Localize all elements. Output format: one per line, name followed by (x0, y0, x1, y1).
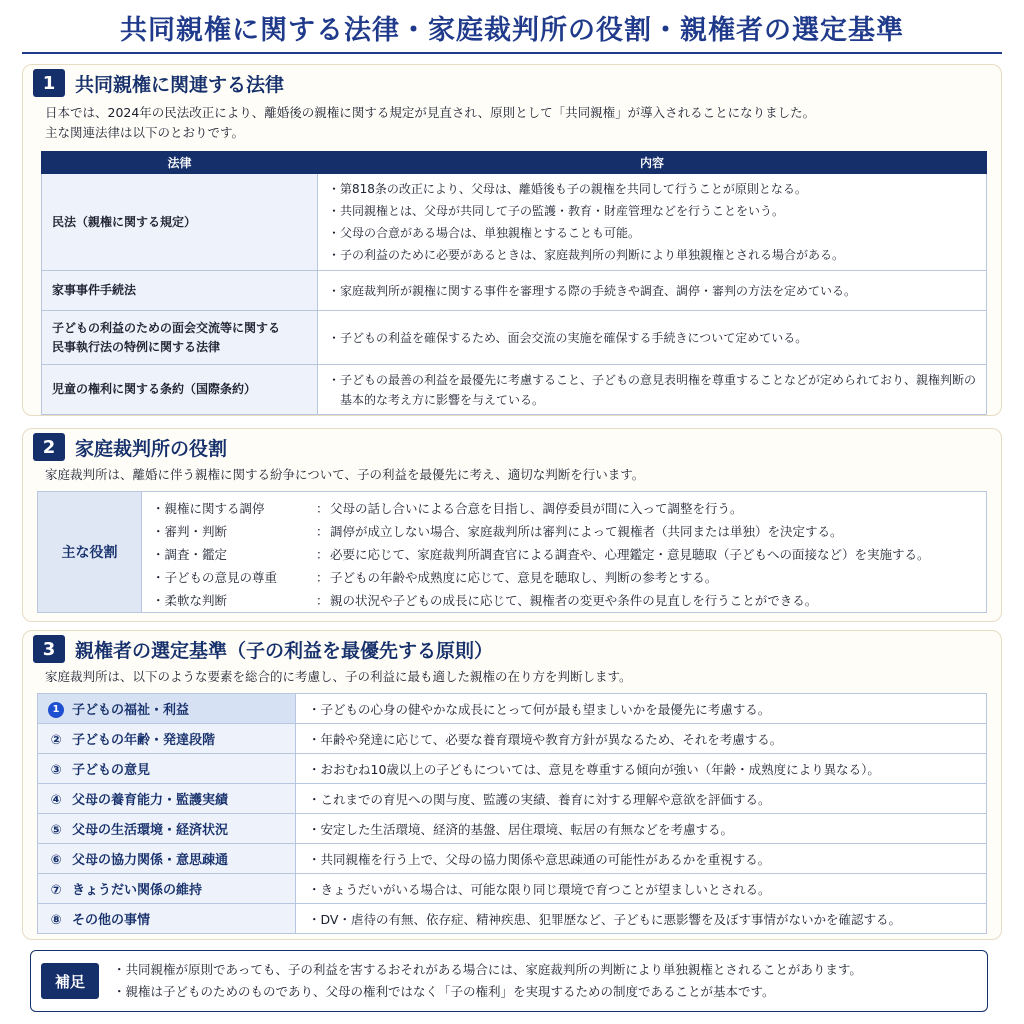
roles-list (142, 492, 930, 612)
role-name: ・子どもの意見の尊重 (152, 569, 278, 585)
role-name: ・柔軟な判断 (152, 592, 228, 608)
number-badge: ⑦ (50, 883, 62, 898)
content-item: ・共同親権とは、父母が共同して子の監護・教育・財産管理などを行うことをいう。 (328, 204, 785, 218)
list-item (152, 542, 930, 565)
criterion-name (38, 724, 296, 754)
content-item: ・子の利益のために必要があるときは、家庭裁判所の判断により単独親権とされる場合がある。 (328, 248, 845, 262)
role-desc: 必要に応じて、家庭裁判所調査官による調査や、心理鑑定・意見聴取（子どもへの面接など）を実施する。 (330, 546, 930, 562)
list-item (152, 565, 930, 588)
criterion-name (38, 754, 296, 784)
list-item (152, 519, 930, 542)
content-item: ・第818条の改正により、父母は、離婚後も子の親権を共同して行うことが原則となる。 (328, 182, 807, 196)
section-number: 2 (33, 433, 65, 461)
law-content (318, 311, 987, 365)
criterion-label: 父母の協力関係・意思疎通 (72, 853, 229, 868)
criterion-name (38, 844, 296, 874)
section-intro: 家庭裁判所は、離婚に伴う親権に関する紛争について、子の利益を最優先に考え、適切な判断を行います。 (45, 467, 645, 482)
content-item: ・子どもの利益を確保するため、面会交流の実施を確保する手続きについて定めている。 (328, 330, 808, 345)
role-separator: ： (316, 500, 329, 516)
criterion-label: 子どもの福祉・利益 (72, 702, 190, 718)
section-title: 共同親権に関連する法律 (75, 73, 285, 96)
criterion-label: 父母の生活環境・経済状況 (72, 823, 229, 838)
law-name: 民法（親権に関する規定） (42, 174, 318, 271)
criterion-desc: ・きょうだいがいる場合は、可能な限り同じ環境で育つことが望ましいとされる。 (296, 874, 987, 904)
number-badge: ⑤ (50, 823, 62, 838)
number-badge: ③ (50, 763, 62, 778)
number-badge: ⑥ (50, 853, 62, 868)
criterion-label: 子どもの意見 (72, 763, 151, 778)
table-row (38, 754, 987, 784)
table-row (42, 174, 987, 271)
content-item: ・子どもの最善の利益を最優先に考慮すること、子どもの意見表明権を尊重することなどが定められており、親権判断の基本的な考え方に影響を与えている。 (328, 372, 977, 407)
roles-box (37, 491, 987, 613)
column-header-law: 法律 (42, 152, 318, 174)
role-separator: ： (316, 569, 329, 585)
section-family-court-role (22, 428, 1002, 622)
law-content (318, 174, 987, 271)
role-desc: 父母の話し合いによる合意を目指し、調停委員が間に入って調整を行う。 (330, 500, 743, 516)
title-divider (22, 52, 1002, 54)
supplement-box (30, 950, 988, 1012)
number-badge: ④ (50, 793, 62, 808)
role-desc: 子どもの年齢や成熟度に応じて、意見を聴取し、判断の参考とする。 (330, 569, 718, 585)
roles-label: 主な役割 (38, 492, 142, 612)
supplement-lines (113, 959, 862, 1003)
section-title: 親権者の選定基準（子の利益を最優先する原則） (75, 639, 494, 662)
criterion-desc: ・年齢や発達に応じて、必要な養育環境や教育方針が異なるため、それを考慮する。 (296, 724, 987, 754)
role-name: ・審判・判断 (152, 523, 228, 539)
table-row (42, 311, 987, 365)
supplement-line: ・共同親権が原則であっても、子の利益を害するおそれがある場合には、家庭裁判所の判断により単独親権とされることがあります。 (113, 962, 862, 977)
table-row (42, 365, 987, 415)
table-row (38, 844, 987, 874)
number-badge: ② (50, 733, 62, 748)
section-title: 家庭裁判所の役割 (75, 437, 228, 460)
role-separator: ： (316, 592, 329, 608)
criterion-desc: ・共同親権を行う上で、父母の協力関係や意思疎通の可能性があるかを重視する。 (296, 844, 987, 874)
content-item: ・家庭裁判所が親権に関する事件を審理する際の手続きや調査、調停・審判の方法を定めている。 (328, 283, 857, 298)
section-header (33, 69, 284, 97)
number-badge: ⑧ (50, 913, 62, 928)
section-number: 3 (33, 635, 65, 663)
section-related-laws (22, 64, 1002, 416)
law-name-line: 子どもの利益のための面会交流等に関する (52, 320, 281, 335)
table-row (38, 874, 987, 904)
list-item (152, 588, 930, 611)
table-row (38, 724, 987, 754)
criterion-label: 子どもの年齢・発達段階 (72, 733, 216, 748)
section-intro (45, 103, 815, 143)
criterion-name (38, 814, 296, 844)
intro-line: 主な関連法律は以下のとおりです。 (45, 125, 245, 140)
table-row (42, 271, 987, 311)
law-name-line: 民事執行法の特例に関する法律 (52, 339, 221, 354)
criteria-table (37, 693, 987, 934)
list-item (152, 496, 930, 519)
law-content (318, 271, 987, 311)
criterion-label: きょうだい関係の維持 (72, 883, 203, 898)
role-separator: ： (316, 523, 329, 539)
criterion-label: その他の事情 (72, 913, 151, 928)
content-item: ・父母の合意がある場合は、単独親権とすることも可能。 (328, 226, 641, 240)
section-header (33, 433, 227, 461)
supplement-label: 補足 (41, 963, 99, 999)
section-intro: 家庭裁判所は、以下のような要素を総合的に考慮し、子の利益に最も適した親権の在り方を判断します。 (45, 669, 632, 684)
criterion-desc: ・DV・虐待の有無、依存症、精神疾患、犯罪歴など、子どもに悪影響を及ぼす事情がないかを確認する。 (296, 904, 987, 934)
role-separator: ： (316, 546, 329, 562)
section-header (33, 635, 493, 663)
law-table (41, 151, 987, 415)
criterion-label: 父母の養育能力・監護実績 (72, 793, 229, 808)
table-header-row (42, 152, 987, 174)
role-name: ・親権に関する調停 (152, 500, 265, 516)
intro-line: 日本では、2024年の民法改正により、離婚後の親権に関する規定が見直され、原則として「共同親権」が導入されることになりました。 (45, 105, 816, 120)
table-row (38, 814, 987, 844)
law-name: 家事事件手続法 (42, 271, 318, 311)
law-content (318, 365, 987, 415)
table-row (38, 904, 987, 934)
criterion-desc: ・これまでの育児への関与度、監護の実績、養育に対する理解や意欲を評価する。 (296, 784, 987, 814)
criterion-name (38, 874, 296, 904)
table-row (38, 694, 987, 724)
criterion-name (38, 904, 296, 934)
criterion-name (38, 784, 296, 814)
role-name: ・調査・鑑定 (152, 546, 228, 562)
page-title: 共同親権に関する法律・家庭裁判所の役割・親権者の選定基準 (120, 15, 904, 46)
section-custody-criteria (22, 630, 1002, 940)
table-row (38, 784, 987, 814)
criterion-desc: ・安定した生活環境、経済的基盤、居住環境、転居の有無などを考慮する。 (296, 814, 987, 844)
criterion-desc: ・おおむね10歳以上の子どもについては、意見を尊重する傾向が強い（年齢・成熟度により異なる）。 (296, 754, 987, 784)
criterion-desc: ・子どもの心身の健やかな成長にとって何が最も望ましいかを最優先に考慮する。 (296, 694, 987, 724)
criterion-name (38, 694, 296, 724)
role-desc: 調停が成立しない場合、家庭裁判所は審判によって親権者（共同または単独）を決定する。 (330, 523, 843, 539)
role-desc: 親の状況や子どもの成長に応じて、親権者の変更や条件の見直しを行うことができる。 (330, 592, 818, 608)
law-name: 児童の権利に関する条約（国際条約） (42, 365, 318, 415)
section-number: 1 (33, 69, 65, 97)
law-name (42, 311, 318, 365)
supplement-line: ・親権は子どものためのものであり、父母の権利ではなく「子の権利」を実現するための制度であることが基本です。 (113, 984, 775, 999)
column-header-content: 内容 (318, 152, 987, 174)
number-badge: 1 (48, 702, 64, 718)
